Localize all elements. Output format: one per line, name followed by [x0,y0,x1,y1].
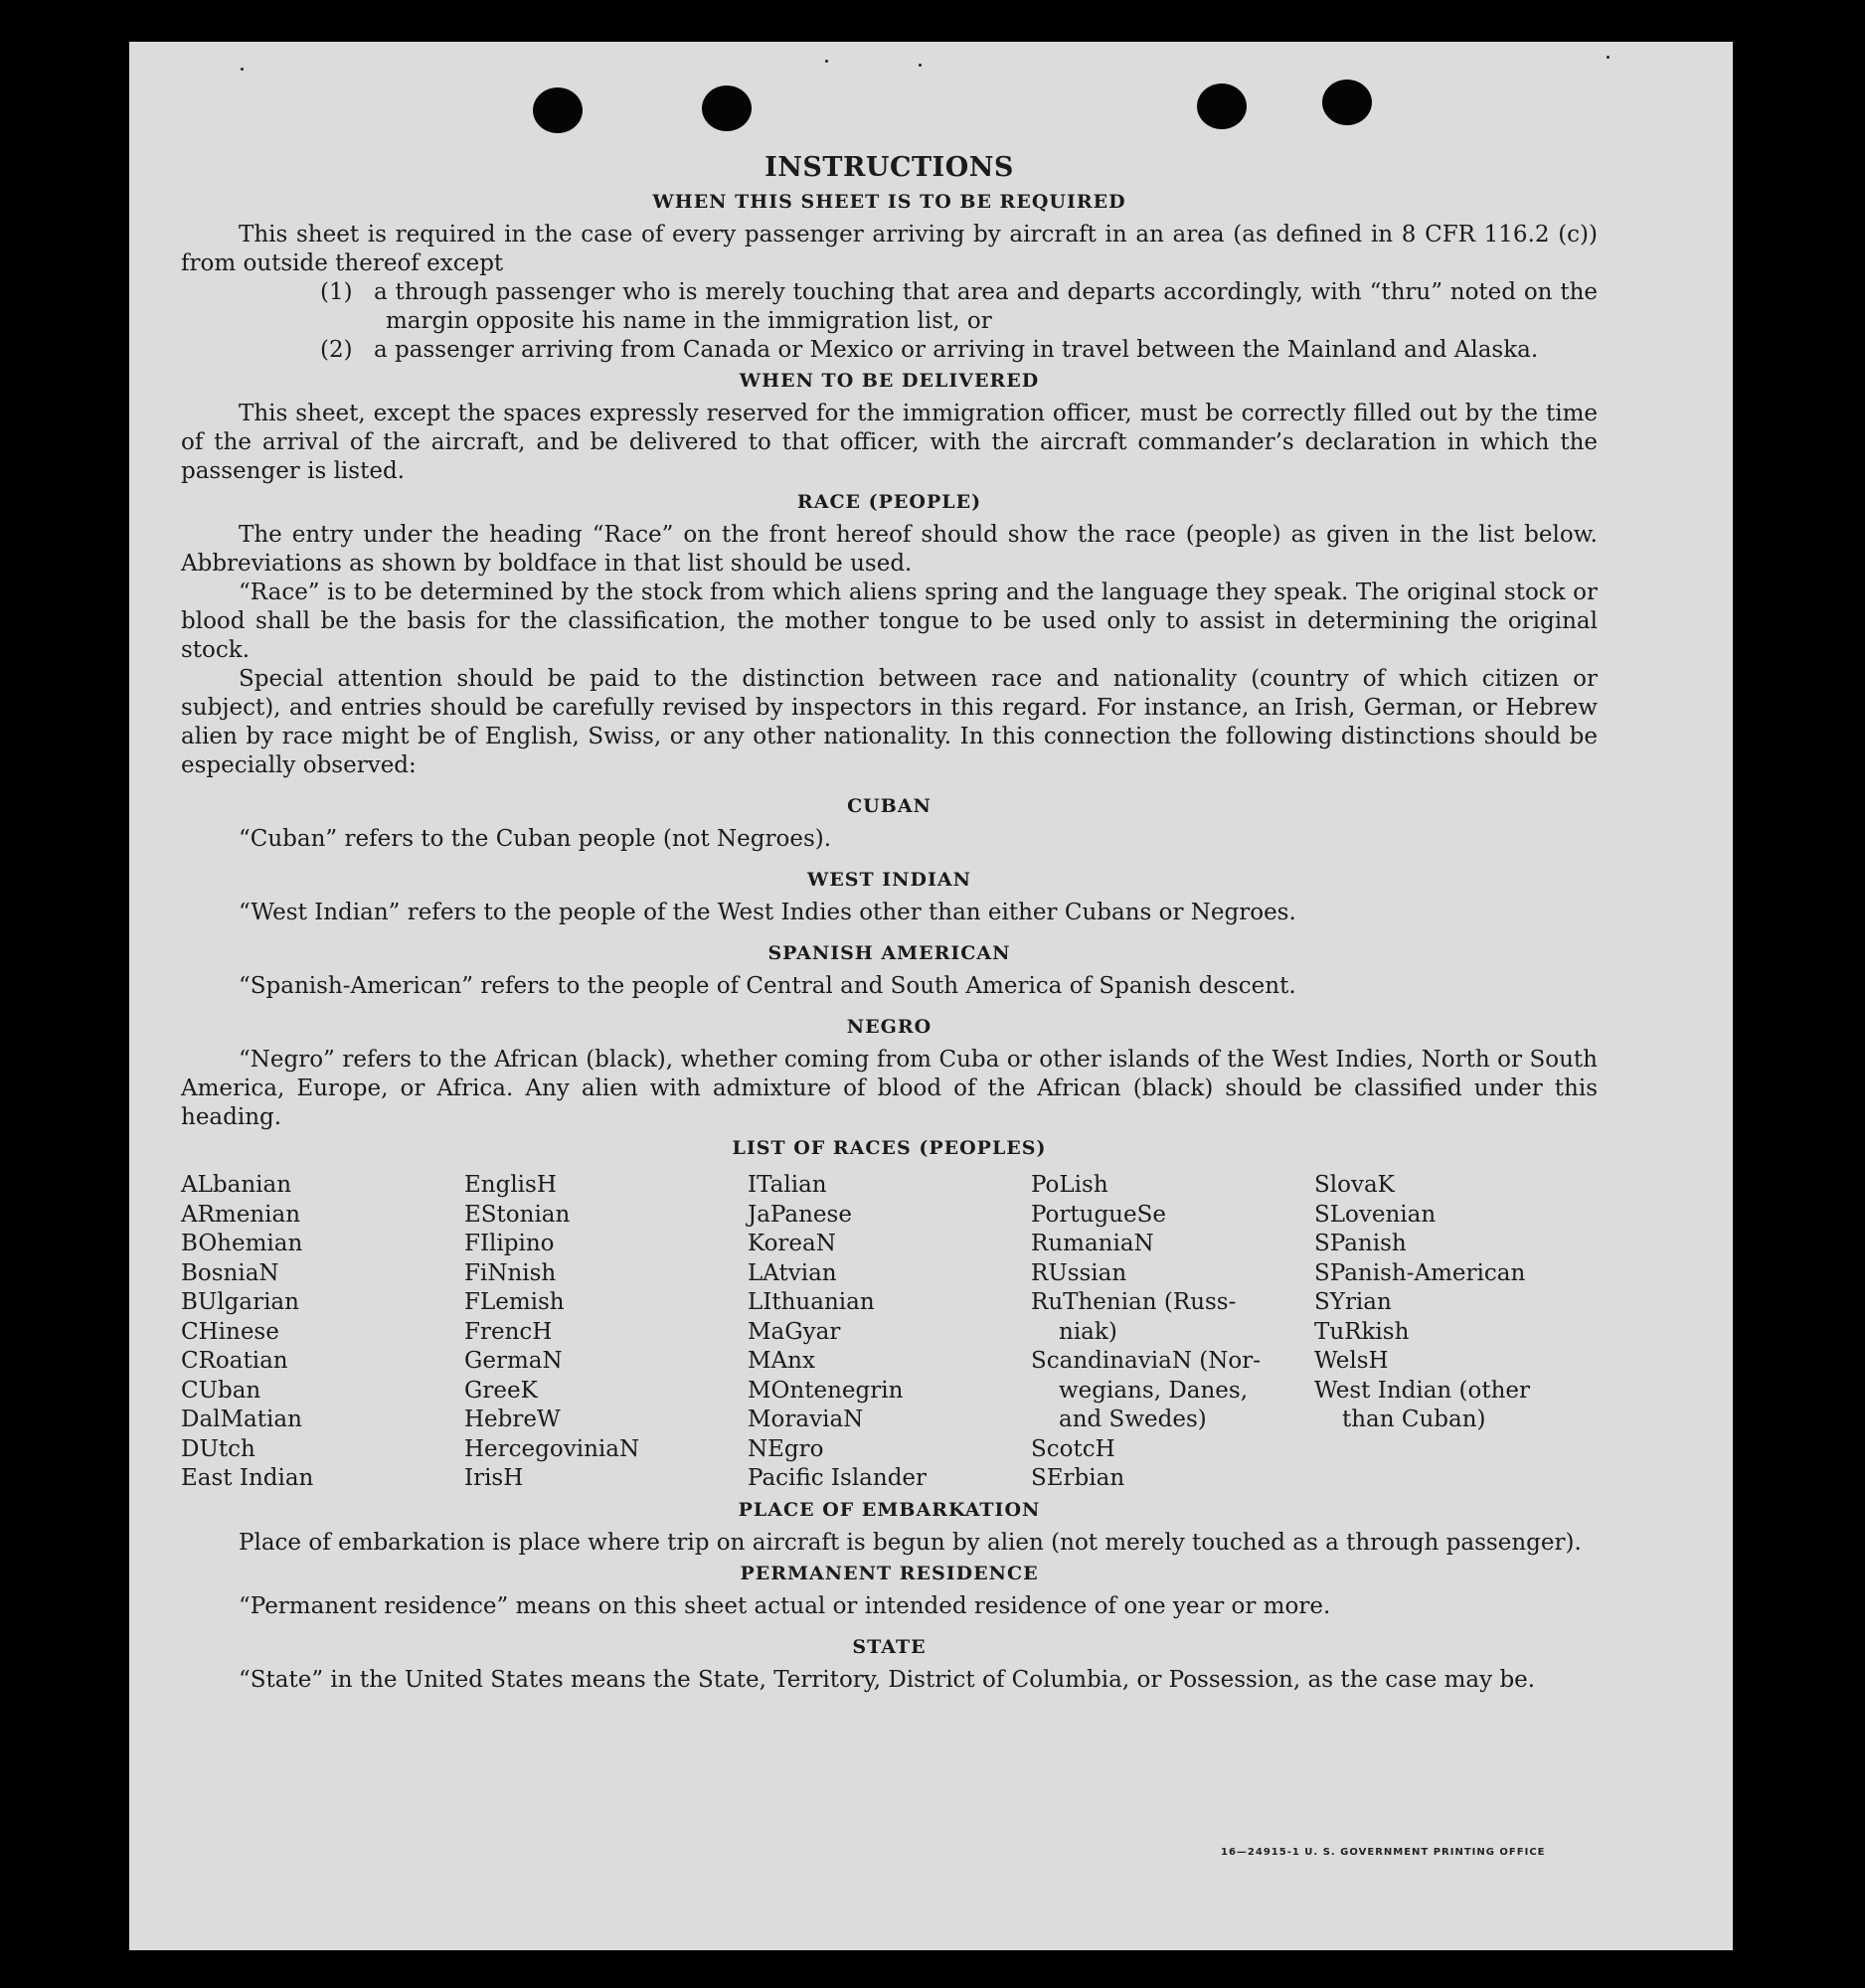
race-entry: MoraviaN [748,1407,864,1432]
heading-permanent-residence: PERMANENT RESIDENCE [740,1562,1039,1584]
item-text: a passenger arriving from Canada or Mexico or arriving in travel between the Mainland and Alaska. [374,337,1539,363]
race-entry: JaPanese [748,1201,852,1228]
heading-cuban: CUBAN [847,795,932,817]
race-entry: SPanish-American [1314,1259,1526,1286]
race-entry: East Indian [181,1465,314,1491]
race-entry: LAtvian [748,1259,837,1286]
speck [1607,56,1610,59]
race-entry: SPanish [1314,1231,1407,1256]
race-entry: CUban [181,1377,261,1404]
heading-when-delivered: WHEN TO BE DELIVERED [739,370,1040,392]
heading-embarkation: PLACE OF EMBARKATION [738,1498,1041,1521]
item-text: a through passenger who is merely touching that area and departs accordingly, with “thru” noted on the margin opposite his name in the immigration list, or [374,279,1598,334]
spanish-american-text: “Spanish-American” refers to the people of Central and South America of Spanish descent. [239,973,1296,999]
race-column [748,1171,1031,1494]
heading-when-required: WHEN THIS SHEET IS TO BE REQUIRED [652,191,1126,213]
heading-list-of-races: LIST OF RACES (PEOPLES) [732,1137,1047,1159]
race-entry: RumaniaN [1031,1231,1154,1256]
race-entry: MaGyar [748,1318,841,1345]
race-column [464,1171,748,1494]
race-entry: MAnx [748,1348,815,1374]
heading-state: STATE [852,1635,927,1658]
race-entry: LIthuanian [748,1289,875,1315]
heading-west-indian: WEST INDIAN [806,869,972,891]
race-entry: West Indian (other [1314,1377,1531,1404]
race-column [181,1171,464,1494]
speck [825,60,828,63]
cuban-text: “Cuban” refers to the Cuban people (not Negroes). [239,826,832,852]
race-entry: CRoatian [181,1348,288,1374]
speck [919,64,922,67]
item-number: (1) [320,279,353,305]
page-title: INSTRUCTIONS [764,152,1014,183]
race-entry: Pacific Islander [748,1465,928,1491]
race-paragraph: Special attention should be paid to the distinction between race and nationality (country of which citizen or subject), and entries should be carefully revised by inspectors in this regard. For instance, an Irish, German, or Hebrew alien by race might be of English, Swiss, or any other nationality. In this connection the following distinctions should be especially observed: [181,666,1598,778]
printing-office-imprint: 16—24915-1 U. S. GOVERNMENT PRINTING OFFICE [1221,1847,1546,1858]
race-entry: DalMatian [181,1407,302,1432]
race-entry: NEgro [748,1435,824,1462]
residence-text: “Permanent residence” means on this sheet actual or intended residence of one year or more. [239,1592,1331,1619]
race-entry: HercegoviniaN [464,1435,640,1462]
punch-hole [1322,80,1372,125]
state-text: “State” in the United States means the State, Territory, District of Columbia, or Possession, as the case may be. [239,1666,1536,1693]
race-entry-continued: than Cuban) [1342,1407,1486,1432]
document-page [129,42,1733,1950]
race-paragraph: “Race” is to be determined by the stock from which aliens spring and the language they speak. The original stock or blood shall be the basis for the classification, the mother tongue to be used only to assist in determining the original stock. [181,580,1598,663]
heading-spanish-american: SPANISH AMERICAN [767,942,1011,964]
race-entry: ALbanian [181,1172,292,1198]
embarkation-text: Place of embarkation is place where trip on aircraft is begun by alien (not merely touched as a through passenger). [239,1529,1582,1556]
race-entry: WelsH [1314,1348,1389,1374]
race-entry: ScandinaviaN (Nor- [1031,1348,1261,1374]
race-entry: CHinese [181,1318,279,1345]
race-entry: PoLish [1031,1172,1108,1198]
race-entry: FiNnish [464,1259,557,1286]
race-paragraph: The entry under the heading “Race” on the front hereof should show the race (people) as given in the list below. Abbreviations as shown by boldface in that list should be used. [181,522,1598,577]
west-indian-text: “West Indian” refers to the people of the West Indies other than either Cubans or Negroes. [239,900,1296,925]
race-entry: HebreW [464,1407,561,1432]
punch-hole [533,87,583,133]
race-entry: ARmenian [181,1201,301,1228]
race-entry: SlovaK [1314,1172,1395,1198]
race-entry: BosniaN [181,1259,279,1286]
race-entry: ScotcH [1031,1435,1115,1462]
punch-hole [702,85,752,131]
race-entry: PortugueSe [1031,1201,1166,1228]
race-column [1314,1171,1598,1494]
negro-text: “Negro” refers to the African (black), whether coming from Cuba or other islands of the West Indies, North or South America, Europe, or Africa. Any alien with admixture of blood of the African (black) should be classified under this heading. [181,1047,1598,1130]
race-entry: IrisH [464,1465,524,1491]
race-entry: BOhemian [181,1231,303,1256]
race-entry: FLemish [464,1289,565,1315]
race-entry: ITalian [748,1172,827,1198]
race-entry: GermaN [464,1348,563,1374]
race-entry-continued: and Swedes) [1059,1407,1207,1432]
heading-race: RACE (PEOPLE) [796,491,982,513]
race-entry-continued: niak) [1059,1318,1117,1345]
race-entry: FIlipino [464,1231,555,1256]
exception-item [181,336,1598,365]
race-entry: SLovenian [1314,1201,1437,1228]
race-entry: RUssian [1031,1259,1127,1286]
race-entry: EStonian [464,1201,571,1228]
race-entry: FrencH [464,1318,553,1345]
race-entry: MOntenegrin [748,1377,904,1404]
punch-hole [1197,83,1247,129]
race-entry: KoreaN [748,1231,836,1256]
when-delivered-text: This sheet, except the spaces expressly reserved for the immigration officer, must be correctly filled out by the time of the arrival of the aircraft, and be delivered to that officer, with the aircraft commander’s declaration in which the passenger is listed. [181,401,1598,484]
race-entry-continued: wegians, Danes, [1059,1377,1249,1404]
race-entry: EnglisH [464,1172,557,1198]
race-entry: GreeK [464,1377,538,1404]
heading-negro: NEGRO [846,1016,932,1038]
instructions-body [181,153,1598,1695]
race-entry: BUlgarian [181,1289,299,1315]
when-required-intro: This sheet is required in the case of every passenger arriving by aircraft in an area (as defined in 8 CFR 116.2 (c)) from outside thereof except [181,222,1598,276]
race-entry: SErbian [1031,1465,1125,1491]
race-entry: DUtch [181,1435,255,1462]
speck [241,68,244,71]
race-list [181,1171,1598,1494]
race-entry: TuRkish [1314,1318,1410,1345]
item-number: (2) [320,337,353,363]
exception-item [181,278,1598,336]
race-entry: RuThenian (Russ- [1031,1289,1237,1315]
race-column [1031,1171,1314,1494]
race-entry: SYrian [1314,1289,1392,1315]
